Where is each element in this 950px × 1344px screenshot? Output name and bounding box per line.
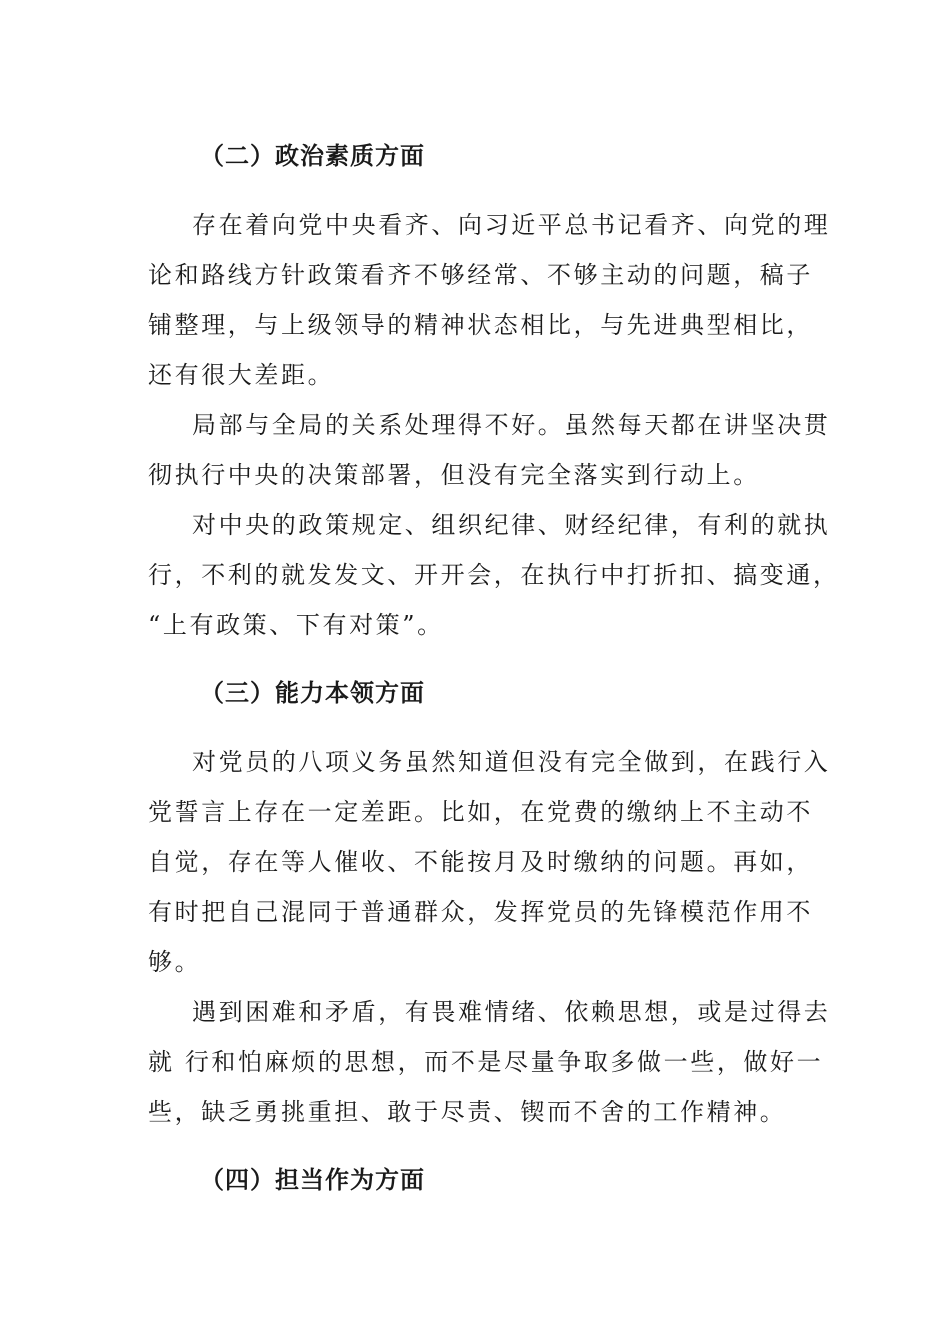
- paragraph-line: 遇到困难和矛盾，有畏难情绪、依赖思想，或是过得去: [192, 998, 831, 1026]
- paragraph-line: 对中央的政策规定、组织纪律、财经纪律，有利的就执: [192, 511, 831, 539]
- paragraph-line: 行，不利的就发发文、开开会，在执行中打折扣、搞变通，: [148, 561, 840, 589]
- paragraph-line: 局部与全局的关系处理得不好。虽然每天都在讲坚决贯: [192, 411, 831, 439]
- paragraph-line: 就 行和怕麻烦的思想，而不是尽量争取多做一些，做好一: [148, 1048, 824, 1076]
- paragraph-line: 有时把自己混同于普通群众，发挥党员的先锋模范作用不: [148, 898, 813, 926]
- paragraph-line: 些，缺乏勇挑重担、敢于尽责、锲而不舍的工作精神。: [148, 1098, 787, 1126]
- paragraph-line: 存在着向党中央看齐、向习近平总书记看齐、向党的理: [192, 211, 831, 239]
- paragraph-line: 铺整理，与上级领导的精神状态相比，与先进典型相比，: [148, 311, 813, 339]
- section-heading-political: （二）政治素质方面: [200, 142, 425, 170]
- section-heading-responsibility: （四）担当作为方面: [200, 1166, 425, 1194]
- paragraph-line: 自觉，存在等人催收、不能按月及时缴纳的问题。再如，: [148, 848, 813, 876]
- paragraph-line: “上有政策、下有对策”。: [148, 611, 444, 639]
- paragraph-line: 彻执行中央的决策部署，但没有完全落实到行动上。: [148, 461, 760, 489]
- paragraph-line: 论和路线方针政策看齐不够经常、不够主动的问题，稿子: [148, 261, 813, 289]
- section-heading-ability: （三）能力本领方面: [200, 679, 425, 707]
- paragraph-line: 对党员的八项义务虽然知道但没有完全做到，在践行入: [192, 748, 831, 776]
- paragraph-line: 党誓言上存在一定差距。比如，在党费的缴纳上不主动不: [148, 798, 813, 826]
- paragraph-line: 还有很大差距。: [148, 361, 335, 389]
- paragraph-line: 够。: [148, 948, 202, 976]
